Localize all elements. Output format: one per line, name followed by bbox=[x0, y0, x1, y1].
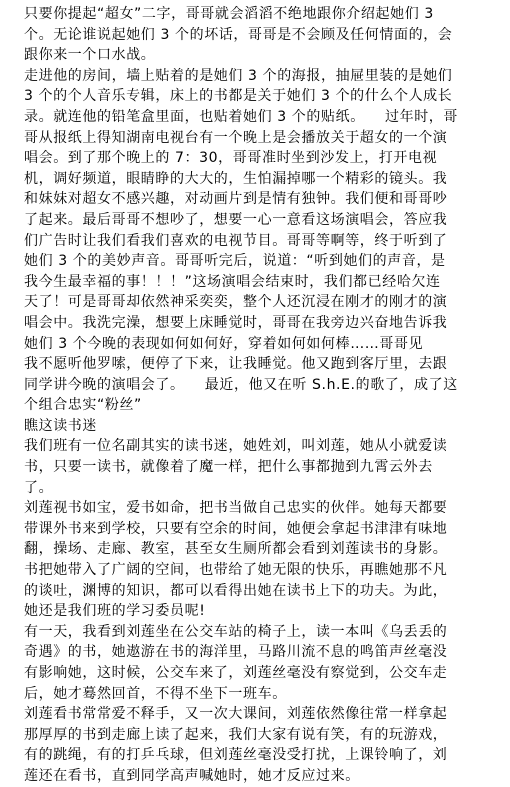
text-line: 了。 bbox=[24, 479, 54, 496]
text-line: 有一天，我看到刘莲坐在公交车站的椅子上，读一本叫《乌丢丢的 bbox=[24, 623, 448, 640]
text-line: 个。无论谁说起她们 3 个的坏话，哥哥是不会顾及任何情面的，会 bbox=[24, 26, 453, 43]
text-line: 跟你来一个口水战。 bbox=[24, 47, 156, 64]
text-line: 刘莲看书常常爱不释手，又一次大课间，刘莲依然像往常一样拿起 bbox=[24, 706, 448, 723]
text-line: 莲还在看书，直到同学高声喊她时，她才反应过来。 bbox=[24, 767, 360, 784]
text-line: 翻，操场、走廊、教室，甚至女生厕所都会看到刘莲读书的身影。 bbox=[24, 541, 448, 558]
text-line: 哥从报纸上得知湖南电视台有一个晚上是会播放关于超女的一个演 bbox=[24, 129, 448, 146]
text-line: 我不愿听他罗嗦，便停了下来，让我睡觉。他又跑到客厅里，去跟 bbox=[24, 356, 448, 373]
text-line: 奇遇》的书，她遨游在书的海洋里，马路川流不息的鸣笛声丝毫没 bbox=[24, 644, 448, 661]
text-line: 有的跳绳，有的打乒乓球，但刘莲丝毫没受打扰，上课铃响了，刘 bbox=[24, 747, 448, 764]
text-line: 只要你提起“超女”二字，哥哥就会滔滔不绝地跟你介绍起她们 3 bbox=[24, 6, 434, 22]
text-line: 我今生最幸福的事！！！”这场演唱会结束时，我们都已经哈欠连 bbox=[24, 273, 441, 290]
text-line: 3 个的个人音乐专辑，床上的书都是关于她们 3 个的什么个人成长 bbox=[24, 88, 453, 105]
text-line: 唱会。到了那个晚上的 7：30，哥哥准时坐到沙发上，打开电视 bbox=[24, 150, 438, 167]
text-line: 个组合忠实“粉丝” bbox=[24, 397, 142, 414]
text-line: 我们班有一位名副其实的读书迷，她姓刘，叫刘莲，她从小就爱读 bbox=[24, 438, 448, 455]
text-line: 书，只要一读书，就像着了魔一样，把什么事都抛到九霄云外去 bbox=[24, 459, 433, 476]
text-line: 们广告时让我们看我们喜欢的电视节目。哥哥等啊等，终于听到了 bbox=[24, 232, 448, 249]
text-line: 唱会中。我洗完澡，想要上床睡觉时，哥哥在我旁边兴奋地告诉我 bbox=[24, 314, 448, 331]
text-line: 天了！可是哥哥却依然神采奕奕，整个人还沉浸在刚才的刚才的演 bbox=[24, 294, 448, 311]
text-line: 后，她才蓦然回首，不得不坐下一班车。 bbox=[24, 685, 287, 702]
text-line: 瞧这读书迷 bbox=[24, 417, 97, 434]
text-line: 的谈吐，渊博的知识，都可以看得出她在读书上下的功夫。为此， bbox=[24, 582, 448, 599]
text-line: 刘莲视书如宝，爱书如命，把书当做自己忠实的伙伴。她每天都要 bbox=[24, 500, 448, 517]
text-line: 那厚厚的书到走廊上读了起来，我们大家有说有笑，有的玩游戏， bbox=[24, 726, 448, 743]
text-line: 带课外书来到学校，只要有空余的时间，她便会拿起书津津有味地 bbox=[24, 520, 448, 537]
text-line: 录。就连他的铅笔盒里面，也贴着她们 3 个的贴纸。 过年时，哥 bbox=[24, 108, 459, 125]
text-line: 书把她带入了广阔的空间，也带给了她无限的快乐，再瞧她那不凡 bbox=[24, 562, 448, 579]
text-line: 她还是我们班的学习委员呢! bbox=[24, 603, 206, 620]
text-line: 她们 3 个的美妙声音。哥哥听完后，说道：“听到她们的声音，是 bbox=[24, 253, 446, 270]
text-line: 有影响她，这时候，公交车来了，刘莲丝毫没有察觉到，公交车走 bbox=[24, 665, 448, 681]
text-line: 她们 3 个今晚的表现如何如何好，穿着如何如何棒……哥哥见 bbox=[24, 335, 424, 352]
text-line: 同学讲今晚的演唱会了。 最近，他又在听 S.h.E.的歌了，成了这 bbox=[24, 376, 458, 393]
text-line: 了起来。最后哥哥不想吵了，想要一心一意看这场演唱会，答应我 bbox=[24, 211, 448, 228]
text-line: 和妹妹对超女不感兴趣，对动画片到是情有独钟。我们便和哥哥吵 bbox=[24, 191, 448, 208]
text-line: 走进他的房间，墙上贴着的是她们 3 个的海报，抽屉里装的是她们 bbox=[24, 67, 453, 84]
text-line: 机，调好频道，眼睛睁的大大的，生怕漏掉哪一个精彩的镜头。我 bbox=[24, 170, 448, 187]
